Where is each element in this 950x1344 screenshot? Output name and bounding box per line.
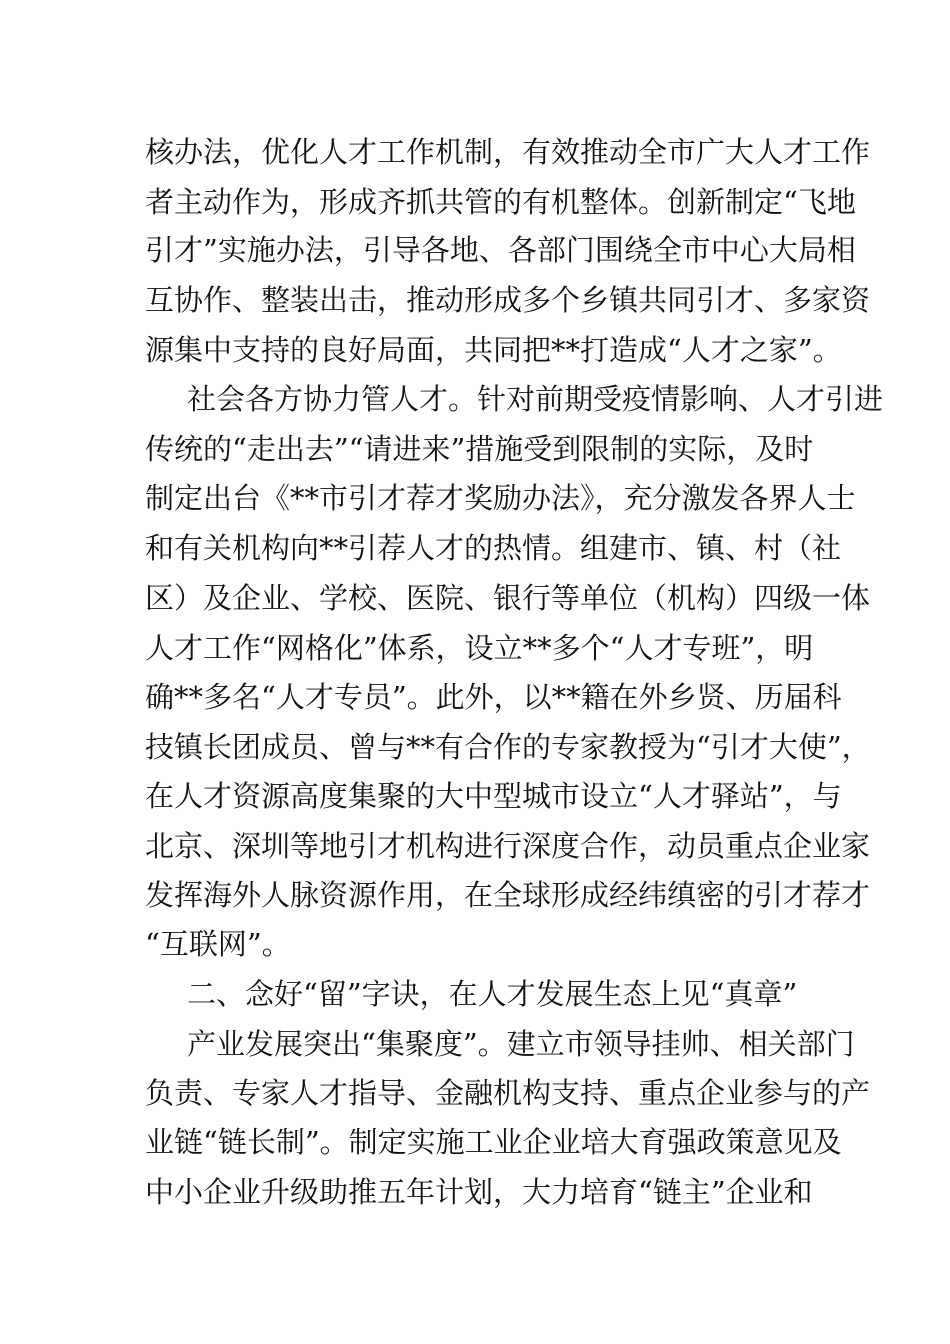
body-line-3: 引才”实施办法，引导各地、各部门围绕全市中心大局相 (145, 233, 856, 267)
body-line-9: 和有关机构向**引荐人才的热情。组建市、镇、村（社 (145, 531, 842, 565)
body-line-11: 人才工作“网格化”体系，设立**多个“人才专班”，明 (145, 631, 814, 665)
body-line-2: 者主动作为，形成齐抓共管的有机整体。创新制定“飞地 (145, 185, 856, 219)
section-heading: 二、念好“留”字诀，在人才发展生态上见“真章” (187, 977, 798, 1011)
body-line-1: 核办法，优化人才工作机制，有效推动全市广大人才工作 (145, 135, 871, 169)
body-line-16: 发挥海外人脉资源作用，在全球形成经纬缜密的引才荐才 (145, 878, 871, 912)
body-line-22: 中小企业升级助推五年计划，大力培育“链主”企业和 (145, 1175, 813, 1209)
body-line-5: 源集中支持的良好局面，共同把**打造成“人才之家”。 (145, 333, 842, 367)
body-line-4: 互协作、整装出击，推动形成多个乡镇共同引才、多家资 (145, 283, 871, 317)
body-line-15: 北京、深圳等地引才机构进行深度合作，动员重点企业家 (145, 829, 871, 863)
body-line-17: “互联网”。 (145, 927, 291, 961)
body-line-21: 业链“链长制”。制定实施工业企业培大育强政策意见及 (145, 1125, 842, 1159)
body-line-14: 在人才资源高度集聚的大中型城市设立“人才驿站”，与 (145, 779, 842, 813)
body-line-10: 区）及企业、学校、医院、银行等单位（机构）四级一体 (145, 581, 871, 615)
body-line-12: 确**多名“人才专员”。此外，以**籍在外乡贤、历届科 (145, 680, 842, 714)
paragraph-heading-line: 社会各方协力管人才。针对前期受疫情影响、人才引进 (187, 382, 884, 416)
body-line-7: 传统的“走出去”“请进来”措施受到限制的实际，及时 (145, 432, 814, 466)
body-line-8: 制定出台《**市引才荐才奖励办法》，充分激发各界人士 (145, 481, 856, 515)
body-line-20: 负责、专家人才指导、金融机构支持、重点企业参与的产 (145, 1076, 871, 1110)
paragraph-heading-line-2: 产业发展突出“集聚度”。建立市领导挂帅、相关部门 (187, 1027, 855, 1061)
body-line-13: 技镇长团成员、曾与**有合作的专家教授为“引才大使”， (145, 730, 871, 764)
